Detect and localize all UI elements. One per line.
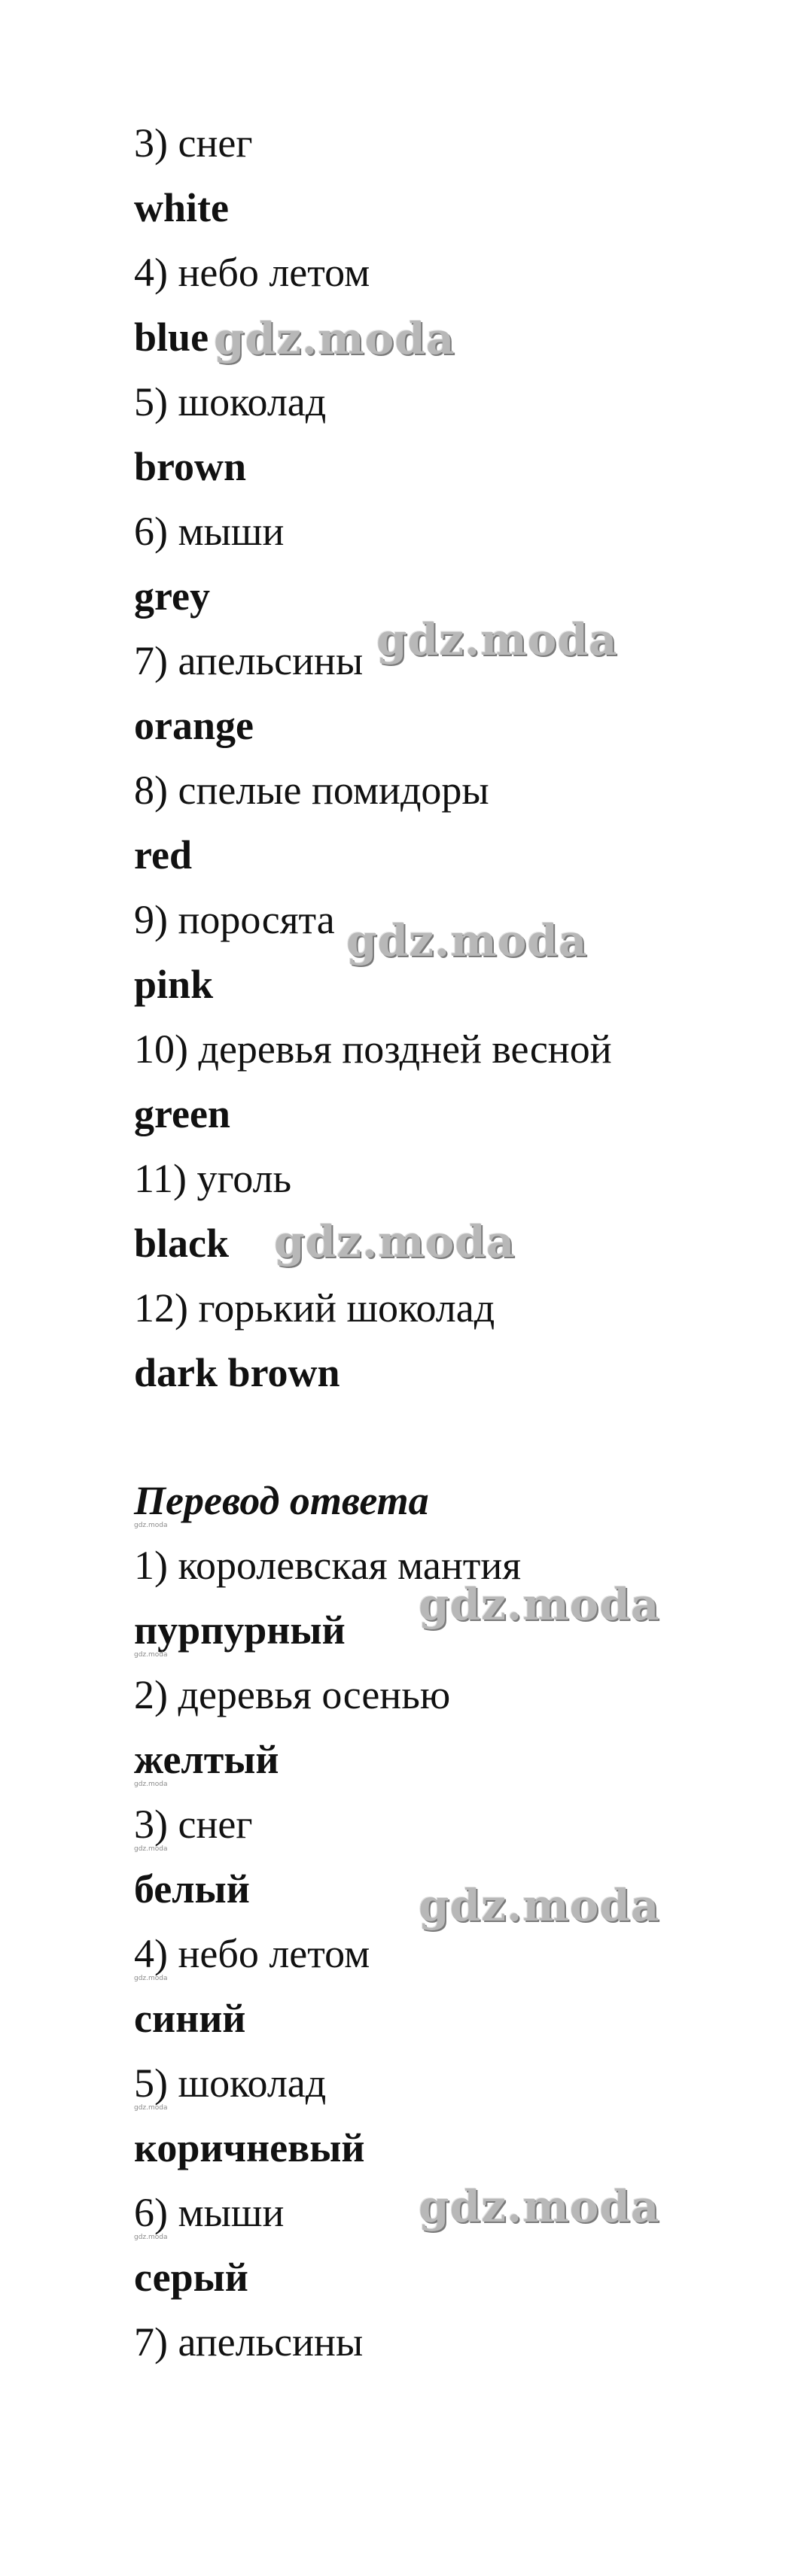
question-line: 6) мыши [134,2190,285,2235]
answer-line: orange [134,703,254,748]
answer-line: dark brown [134,1350,340,1395]
question-line: 11) уголь [134,1156,292,1201]
answer-line: white [134,185,229,230]
question-line: 10) деревья поздней весной [134,1026,612,1072]
watermark-logo: gdz.moda [274,1216,516,1267]
watermark-logo: gdz.moda [346,915,588,966]
question-line: 5) шоколад [134,2060,327,2106]
question-line: 4) небо летом [134,1931,370,1976]
watermark-small: gdz.moda [134,1651,168,1659]
watermark-small: gdz.moda [134,2104,168,2112]
answer-line: brown [134,444,247,489]
watermark-small: gdz.moda [134,1781,168,1788]
question-line: 12) горький шоколад [134,1285,495,1331]
answer-line: серый [134,2255,248,2300]
watermark-small: gdz.moda [134,1975,168,1982]
watermark-logo: gdz.moda [214,313,455,364]
question-line: 2) деревья осенью [134,1672,451,1717]
answer-line: grey [134,573,210,619]
answer-line: белый [134,1866,250,1911]
watermark-logo: gdz.moda [376,614,618,665]
question-line: 6) мыши [134,509,285,554]
answer-line: black [134,1221,230,1266]
answer-line: коричневый [134,2125,365,2170]
question-line: 3) снег [134,1802,253,1847]
answer-line: пурпурный [134,1607,346,1653]
question-line: 9) поросята [134,897,335,942]
watermark-logo: gdz.moda [419,2181,660,2232]
question-line: 3) снег [134,120,253,166]
watermark-small: gdz.moda [134,1845,168,1853]
answer-line: green [134,1091,230,1136]
watermark-small: gdz.moda [134,2234,168,2241]
answer-line: blue [134,315,209,360]
question-line: 5) шоколад [134,379,327,424]
question-line: 1) королевская мантия [134,1543,522,1588]
question-line: 4) небо летом [134,250,370,295]
answer-line: синий [134,1996,246,2041]
watermark-logo: gdz.moda [419,1880,660,1931]
answer-line: red [134,832,192,877]
question-line: 8) спелые помидоры [134,768,489,813]
answer-line: pink [134,962,214,1007]
question-line: 7) апельсины [134,2319,364,2365]
translation-heading: Перевод ответа [134,1478,429,1523]
watermark-small: gdz.moda [134,1522,168,1529]
watermark-logo: gdz.moda [419,1579,660,1630]
answer-line: желтый [134,1737,279,1782]
question-line: 7) апельсины [134,638,364,683]
